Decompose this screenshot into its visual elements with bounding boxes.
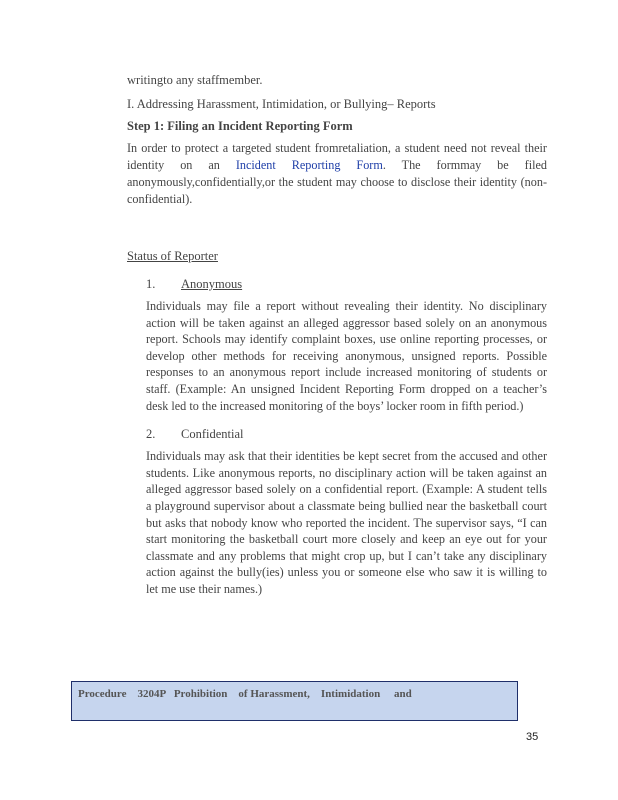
item-confidential-text: Individuals may ask that their identities be kept secret from the accused and other students. Like anonymous reports, no disciplinary action will be taken against an alleged aggressor based solely on a confidential report. (Example: A student tells a playground supervisor about a classmate being bullied near the basketball court but asks that nobody know who reported the incident. The supervisor says, “I can start monitoring the basketball court more closely and keep an eye out for your classmate and any problems that might crop up, but I can’t take any disciplinary action against the bully(ies) unless you or someone else who saw it is willing to let me use their names.) — [146, 449, 547, 596]
step-paragraph-text-1: In order to protect a targeted student fromretaliation, a student need not reveal their identity on an — [127, 141, 547, 172]
procedure-footer-text: Procedure 3204P Prohibition of Harassment, Intimidation and — [78, 688, 412, 700]
section-heading: I. Addressing Harassment, Intimidation, or Bullying– Reports — [127, 97, 436, 111]
page-number: 35 — [526, 731, 539, 743]
document-body — [127, 72, 547, 598]
item-label: Confidential — [181, 427, 244, 442]
step-paragraph-text-2: . The formmay be filed anonymously,confidentially,or the student may choose to disclose their identity (non-confidential). — [127, 158, 547, 206]
item-confidential — [146, 426, 547, 442]
item-label: Anonymous — [181, 277, 243, 291]
item-anonymous-text: Individuals may file a report without revealing their identity. No disciplinary action will be taken against an alleged aggressor based solely on an anonymous report. Schools may identify complaint boxes, use online reporting processes, or develop other methods for receiving anonymous, unsigned reports. Possible responses to an anonymous report include increased monitoring of students or staff. (Example: An unsigned Incident Reporting Form dropped on a teacher’s desk led to the increased monitoring of the boys’ locker room in fifth period.) — [146, 299, 547, 413]
incident-reporting-form-link[interactable]: Incident Reporting Form — [235, 158, 383, 172]
procedure-footer-box — [71, 681, 518, 721]
item-anonymous — [146, 276, 547, 292]
intro-line: writingto any staffmember. — [127, 73, 263, 87]
step-paragraph — [127, 140, 547, 208]
item-number: 2. — [146, 427, 156, 442]
step-heading: Step 1: Filing an Incident Reporting Form — [127, 119, 353, 133]
item-number: 1. — [146, 277, 156, 291]
status-of-reporter-heading: Status of Reporter — [127, 249, 218, 263]
